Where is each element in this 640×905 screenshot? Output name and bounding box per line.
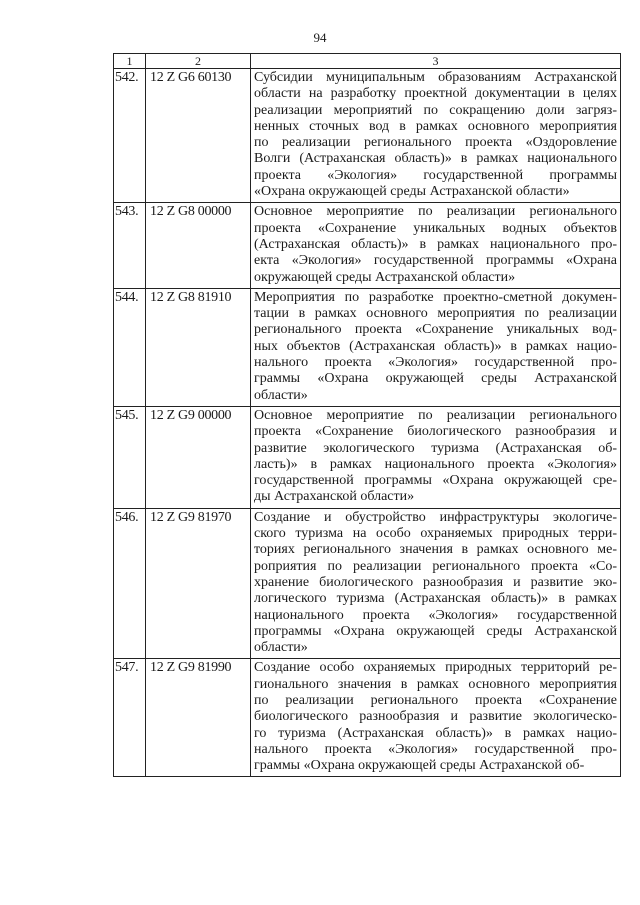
description-line: (Астраханская область)» в рамках национального про- bbox=[254, 236, 617, 252]
column-header-code: 2 bbox=[146, 54, 251, 69]
description-line: проекта «Экология» государственной программы bbox=[254, 167, 617, 183]
description-line: Субсидии муниципальным образованиям Астраханской bbox=[254, 70, 617, 85]
description-line: развитие экологического туризма (Астраханская об- bbox=[254, 440, 617, 456]
table-body bbox=[114, 54, 621, 777]
description-line: Волги (Астраханская область)» в рамках национального bbox=[254, 151, 617, 167]
description-line: екта «Экология» государственной программы «Охрана bbox=[254, 253, 617, 269]
description-line: гионального значения в рамках основного мероприятия bbox=[254, 676, 617, 692]
description-line: проекта «Сохранение биологического разнообразия и bbox=[254, 424, 617, 440]
row-description bbox=[251, 406, 621, 508]
row-code: 12 Z G9 81990 bbox=[146, 659, 251, 777]
table-row bbox=[114, 69, 621, 203]
budget-classification-table bbox=[113, 53, 621, 777]
description-line: по реализации регионального проекта «Оздоровление bbox=[254, 135, 617, 151]
description-line: Основное мероприятие по реализации регионального bbox=[254, 204, 617, 220]
page-number: 94 bbox=[313, 30, 327, 45]
row-code: 12 Z G8 81910 bbox=[146, 288, 251, 406]
description-line: граммы «Охрана окружающей среды Астраханской об- bbox=[254, 758, 585, 774]
description-line: области на разработку проектной документации в целях bbox=[254, 86, 617, 102]
description-line: логического туризма (Астраханская область)» в рамках bbox=[254, 591, 617, 607]
description-line: ных объектов (Астраханская область)» в рамках нацио- bbox=[254, 338, 617, 354]
description-line: ского туризма на особо охраняемых природных терри- bbox=[254, 526, 617, 542]
row-code: 12 Z G9 81970 bbox=[146, 508, 251, 659]
description-line: го туризма (Астраханская область)» в рамках нацио- bbox=[254, 725, 617, 741]
row-number: 545. bbox=[114, 406, 146, 508]
description-line: ториях регионального значения в рамках основного ме- bbox=[254, 542, 617, 558]
description-line: биологического разнообразия и развитие экологическо- bbox=[254, 709, 617, 725]
row-code: 12 Z G6 60130 bbox=[146, 69, 251, 203]
table-row bbox=[114, 508, 621, 659]
description-line: государственной программы «Охрана окружающей сре- bbox=[254, 473, 617, 489]
table-row bbox=[114, 288, 621, 406]
description-line: роприятия по реализации регионального проекта «Со- bbox=[254, 558, 617, 574]
description-line: области» bbox=[254, 387, 308, 403]
description-line: «Охрана окружающей среды Астраханской области» bbox=[254, 184, 570, 200]
row-number: 547. bbox=[114, 659, 146, 777]
row-description bbox=[251, 203, 621, 288]
column-header-description: 3 bbox=[251, 54, 621, 69]
description-line: Создание и обустройство инфраструктуры экологиче- bbox=[254, 509, 617, 525]
description-line: Основное мероприятие по реализации регионального bbox=[254, 407, 617, 423]
row-number: 542. bbox=[114, 69, 146, 203]
description-line: ненных сточных вод в рамках основного мероприятия bbox=[254, 118, 617, 134]
description-line: ды Астраханской области» bbox=[254, 489, 415, 505]
row-description bbox=[251, 288, 621, 406]
description-line: граммы «Охрана окружающей среды Астраханской bbox=[254, 371, 617, 387]
description-line: проекта «Сохранение уникальных водных объектов bbox=[254, 220, 617, 236]
description-line: нального проекта «Экология» государственной про- bbox=[254, 355, 617, 371]
description-line: окружающей среды Астраханской области» bbox=[254, 269, 516, 285]
description-line: регионального проекта «Сохранение уникальных вод- bbox=[254, 322, 617, 338]
row-description bbox=[251, 69, 621, 203]
description-line: Мероприятия по разработке проектно-сметной докумен- bbox=[254, 289, 617, 305]
description-line: нального проекта «Экология» государственной про- bbox=[254, 741, 617, 757]
description-line: хранение биологического разнообразия и развитие эко- bbox=[254, 574, 617, 590]
table-header-row bbox=[114, 54, 621, 69]
row-code: 12 Z G9 00000 bbox=[146, 406, 251, 508]
description-line: области» bbox=[254, 640, 308, 656]
column-header-number: 1 bbox=[114, 54, 146, 69]
table-row bbox=[114, 203, 621, 288]
row-description bbox=[251, 508, 621, 659]
description-line: программы «Охрана окружающей среды Астраханской bbox=[254, 623, 617, 639]
table-row bbox=[114, 659, 621, 777]
description-line: по реализации регионального проекта «Сохранение bbox=[254, 692, 617, 708]
row-number: 543. bbox=[114, 203, 146, 288]
description-line: национального проекта «Экология» государственной bbox=[254, 607, 617, 623]
description-line: тации в рамках основного мероприятия по реализации bbox=[254, 306, 617, 322]
description-line: ласть)» в рамках национального проекта «Экология» bbox=[254, 456, 617, 472]
row-number: 546. bbox=[114, 508, 146, 659]
row-description bbox=[251, 659, 621, 777]
row-code: 12 Z G8 00000 bbox=[146, 203, 251, 288]
description-line: реализации мероприятий по сокращению доли загряз- bbox=[254, 102, 617, 118]
row-number: 544. bbox=[114, 288, 146, 406]
description-line: Создание особо охраняемых природных территорий ре- bbox=[254, 660, 617, 676]
table-row bbox=[114, 406, 621, 508]
